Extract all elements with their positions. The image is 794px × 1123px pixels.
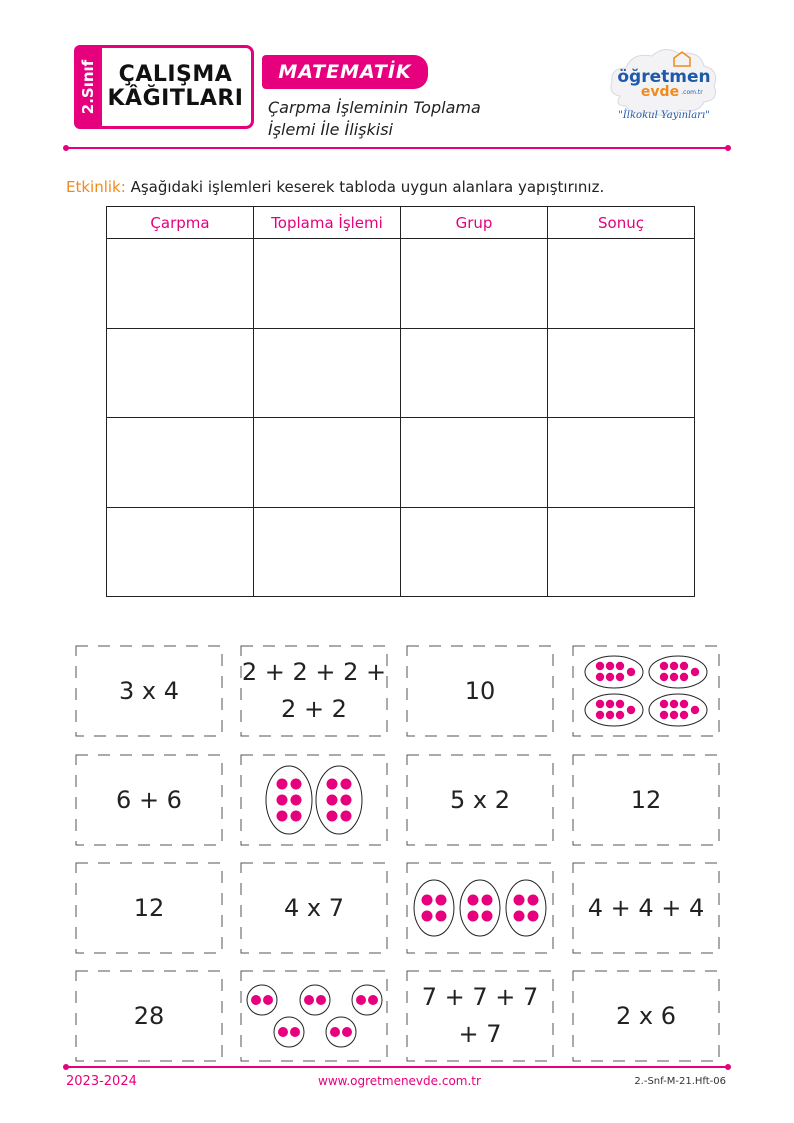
answer-cell[interactable] xyxy=(401,507,548,597)
card-text-line: 2 + 2 + 2 + xyxy=(241,657,387,686)
worksheet-code: 2.-Snf-M-21.Hft-06 xyxy=(634,1076,726,1087)
card-text: 3 x 4 xyxy=(119,677,179,705)
cut-card-group[interactable] xyxy=(240,970,388,1062)
answer-cell[interactable] xyxy=(107,239,254,329)
answer-table xyxy=(106,206,695,597)
answer-cell[interactable] xyxy=(107,328,254,418)
worksheet-title xyxy=(100,45,254,129)
title-line-1: ÇALIŞMA xyxy=(118,62,233,88)
title-line-2: KÂĞITLARI xyxy=(107,86,244,111)
header-divider xyxy=(66,147,728,149)
school-year: 2023-2024 xyxy=(66,1074,137,1089)
answer-cell[interactable] xyxy=(254,507,401,597)
cut-card-result[interactable] xyxy=(572,754,720,846)
card-text: 6 + 6 xyxy=(116,786,182,814)
card-text: 2 x 6 xyxy=(616,1002,676,1030)
five-groups-of-two-dots-icon xyxy=(243,978,385,1054)
answer-cell[interactable] xyxy=(107,507,254,597)
answer-cell[interactable] xyxy=(548,239,695,329)
cut-card-multiplication[interactable] xyxy=(572,970,720,1062)
cut-card-addition[interactable] xyxy=(406,970,554,1062)
answer-cell[interactable] xyxy=(254,328,401,418)
answer-cell[interactable] xyxy=(548,418,695,508)
cut-card-multiplication[interactable] xyxy=(406,754,554,846)
logo-domain: .com.tr xyxy=(681,89,703,96)
subject-banner: MATEMATİK xyxy=(262,55,428,89)
cut-card-addition[interactable] xyxy=(75,754,223,846)
footer-divider xyxy=(66,1066,728,1068)
card-text: 5 x 2 xyxy=(450,786,510,814)
divider-dot xyxy=(63,1064,69,1070)
card-text: 4 x 7 xyxy=(284,894,344,922)
answer-cell[interactable] xyxy=(107,418,254,508)
card-text: 12 xyxy=(133,894,165,922)
two-groups-of-six-dots-icon xyxy=(254,760,374,840)
answer-cell[interactable] xyxy=(401,239,548,329)
card-text-line: 7 + 7 + 7 xyxy=(421,982,539,1011)
cut-card-multiplication[interactable] xyxy=(75,645,223,737)
cut-card-group[interactable] xyxy=(406,862,554,954)
answer-cell[interactable] xyxy=(254,418,401,508)
divider-dot xyxy=(725,1064,731,1070)
answer-cell[interactable] xyxy=(548,328,695,418)
subtitle-line-2: İşlemi İle İlişkisi xyxy=(268,120,393,140)
divider-dot xyxy=(725,145,731,151)
card-text-line: 2 + 2 xyxy=(281,695,347,723)
table-row xyxy=(107,239,695,329)
answer-cell[interactable] xyxy=(401,328,548,418)
cut-card-multiplication[interactable] xyxy=(240,862,388,954)
table-row xyxy=(107,507,695,597)
card-text xyxy=(242,654,386,728)
logo-name-2: evde xyxy=(640,84,680,100)
subtitle-line-1: Çarpma İşleminin Toplama xyxy=(268,98,481,117)
activity-text: Aşağıdaki işlemleri keserek tabloda uygun alanlara yapıştırınız. xyxy=(130,178,605,196)
divider-dot xyxy=(63,145,69,151)
table-row xyxy=(107,328,695,418)
activity-label: Etkinlik: xyxy=(66,178,126,196)
three-groups-of-four-dots-icon xyxy=(411,876,549,940)
cut-card-group[interactable] xyxy=(572,645,720,737)
card-text-line: + 7 xyxy=(458,1020,502,1048)
logo-name: öğretmen xyxy=(617,67,711,87)
card-text: 12 xyxy=(630,786,662,814)
cut-card-addition[interactable] xyxy=(572,862,720,954)
cut-card-addition[interactable] xyxy=(240,645,388,737)
cut-card-result[interactable] xyxy=(75,970,223,1062)
card-text: 28 xyxy=(133,1002,165,1030)
table-header-row xyxy=(107,207,695,239)
header-group: Grup xyxy=(401,207,548,239)
card-text: 10 xyxy=(464,677,496,705)
cut-card-result[interactable] xyxy=(406,645,554,737)
four-groups-of-five-dots-icon xyxy=(581,653,711,729)
answer-cell[interactable] xyxy=(548,507,695,597)
grade-badge xyxy=(74,45,102,129)
grade-label: 2.Sınıf xyxy=(79,59,97,115)
activity-instruction xyxy=(66,178,604,196)
answer-cell[interactable] xyxy=(401,418,548,508)
cut-card-result[interactable] xyxy=(75,862,223,954)
table-row xyxy=(107,418,695,508)
cut-card-group[interactable] xyxy=(240,754,388,846)
publisher-logo xyxy=(606,44,722,130)
card-text: 4 + 4 + 4 xyxy=(587,894,705,922)
header-addition: Toplama İşlemi xyxy=(254,207,401,239)
logo-tagline: "İlkokul Yayınları" xyxy=(618,110,710,121)
header-result: Sonuç xyxy=(548,207,695,239)
answer-cell[interactable] xyxy=(254,239,401,329)
website-link[interactable]: www.ogretmenevde.com.tr xyxy=(318,1074,481,1088)
topic-subtitle xyxy=(268,97,528,142)
header-multiplication: Çarpma xyxy=(107,207,254,239)
card-text xyxy=(422,979,539,1053)
